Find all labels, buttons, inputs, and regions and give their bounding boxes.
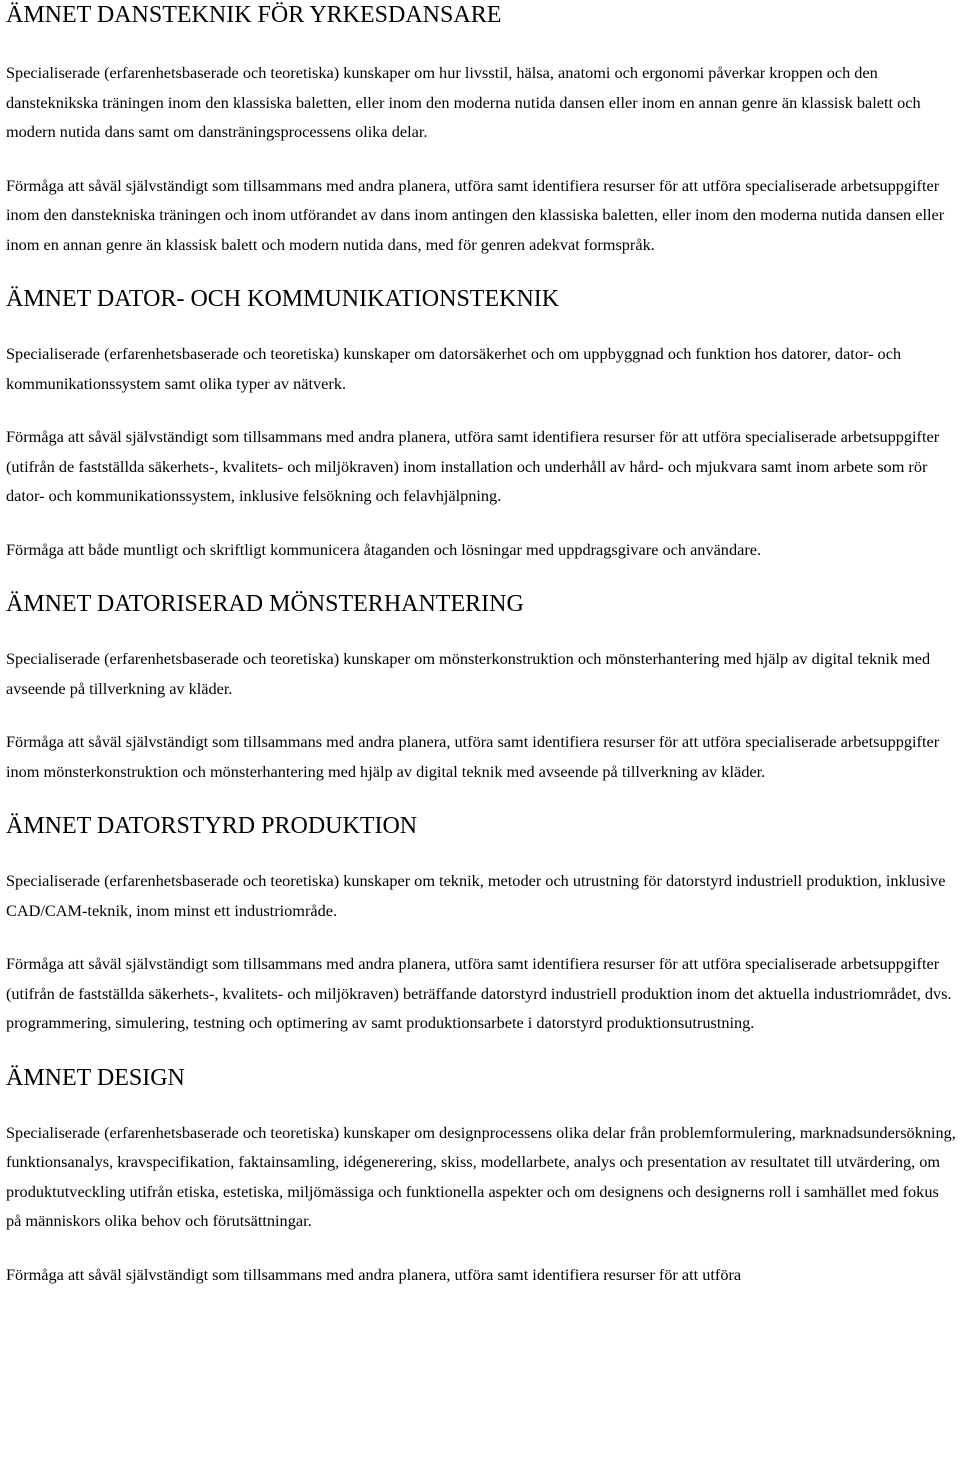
document-page	[6, 0, 956, 1289]
section-design	[6, 1064, 956, 1290]
paragraph: Förmåga att såväl självständigt som tillsammans med andra planera, utföra samt identifiera resurser för att utföra specialiserade arbetsuppgifter inom mönsterkonstruktion och mönsterhantering med hjälp av digital teknik med avseende på tillverkning av kläder.	[6, 732, 940, 781]
paragraph: Förmåga att såväl självständigt som tillsammans med andra planera, utföra samt identifiera resurser för att utföra specialiserade arbetsuppgifter (utifrån de fastställda säkerhets-, kvalitets- och miljökraven) inom installation och underhåll av hård- och mjukvara samt inom arbete som rör dator- och kommunikationssystem, inklusive felsökning och felavhjälpning.	[6, 427, 940, 505]
section-dator-kommunikation	[6, 285, 956, 564]
paragraph: Förmåga att såväl självständigt som tillsammans med andra planera, utföra samt identifiera resurser för att utföra specialiserade arbetsuppgifter (utifrån de fastställda säkerhets-, kvalitets- och miljökraven) beträffande datorstyrd industriell produktion inom det aktuella industriområdet, dvs. programmering, simulering, testning och optimering av samt produktionsarbete i datorstyrd produktionsutrustning.	[6, 954, 952, 1032]
section-heading: ÄMNET DESIGN	[6, 1064, 185, 1091]
section-heading: ÄMNET DATOR- OCH KOMMUNIKATIONSTEKNIK	[6, 286, 560, 312]
section-heading: ÄMNET DANSTEKNIK FÖR YRKESDANSARE	[6, 2, 502, 28]
paragraph: Specialiserade (erfarenhetsbaserade och teoretiska) kunskaper om hur livsstil, hälsa, anatomi och ergonomi påverkar kroppen och den dansteknikska träningen inom den klassiska baletten, eller inom den moderna nutida dansen eller inom en annan genre än klassisk balett och modern nutida dans samt om dansträningsprocessens olika delar.	[6, 63, 921, 141]
section-dansteknik	[6, 1, 956, 259]
paragraph: Specialiserade (erfarenhetsbaserade och teoretiska) kunskaper om mönsterkonstruktion och mönsterhantering med hjälp av digital teknik med avseende på tillverkning av kläder.	[6, 649, 931, 698]
section-heading: ÄMNET DATORSTYRD PRODUKTION	[6, 813, 418, 839]
paragraph: Specialiserade (erfarenhetsbaserade och teoretiska) kunskaper om datorsäkerhet och om uppbyggnad och funktion hos datorer, dator- och kommunikationssystem samt olika typer av nätverk.	[6, 344, 902, 393]
section-datoriserad-monsterhantering	[6, 590, 956, 786]
section-heading: ÄMNET DATORISERAD MÖNSTERHANTERING	[6, 591, 524, 617]
paragraph: Specialiserade (erfarenhetsbaserade och teoretiska) kunskaper om teknik, metoder och utrustning för datorstyrd industriell produktion, inklusive CAD/CAM-teknik, inom minst ett industriområde.	[6, 871, 946, 920]
paragraph: Förmåga att såväl självständigt som tillsammans med andra planera, utföra samt identifiera resurser för att utföra	[6, 1264, 742, 1284]
paragraph: Specialiserade (erfarenhetsbaserade och teoretiska) kunskaper om designprocessens olika delar från problemformulering, marknadsundersökning, funktionsanalys, kravspecifikation, faktainsamling, idégenerering, skiss, modellarbete, analys och presentation av resultatet till utvärdering, om produktutveckling utifrån etiska, estetiska, miljömässiga och funktionella aspekter och om designens och designerns roll i samhället med fokus på människors olika behov och förutsättningar.	[6, 1122, 956, 1230]
paragraph: Förmåga att såväl självständigt som tillsammans med andra planera, utföra samt identifiera resurser för att utföra specialiserade arbetsuppgifter inom den danstekniska träningen och inom utförandet av dans inom antingen den klassiska baletten, eller inom den moderna nutida dansen eller inom en annan genre än klassisk balett och modern nutida dans, med för genren adekvat formspråk.	[6, 175, 945, 254]
section-datorstyrd-produktion	[6, 812, 956, 1038]
paragraph: Förmåga att både muntligt och skriftligt kommunicera åtaganden och lösningar med uppdragsgivare och användare.	[6, 539, 762, 559]
